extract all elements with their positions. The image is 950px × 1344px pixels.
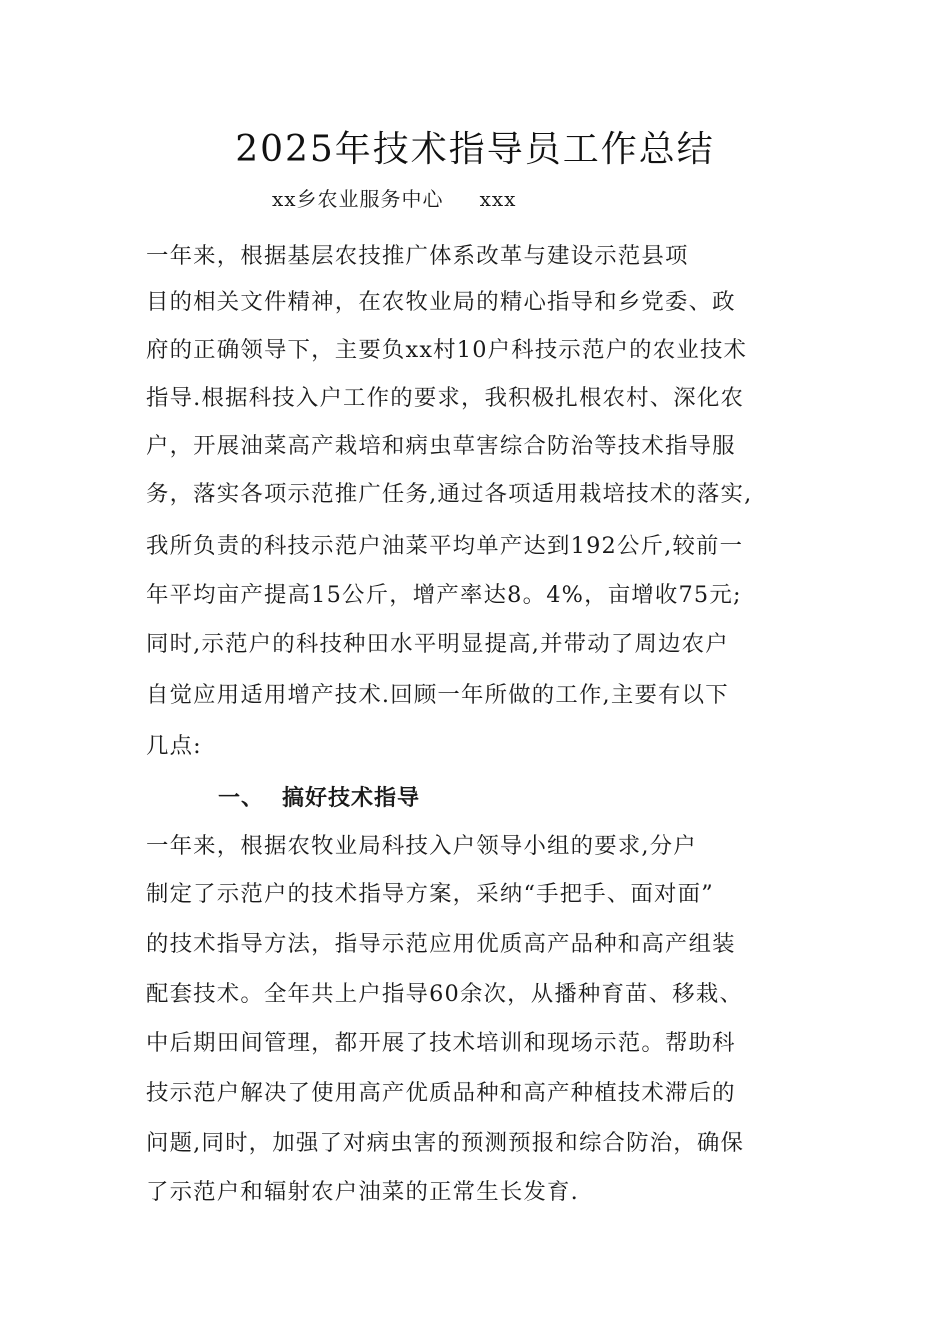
paragraph-2-line: 了示范户和辐射农户油菜的正常生长发育. (146, 1179, 579, 1205)
paragraph-2-line: 一年来，根据农牧业局科技入户领导小组的要求,分户 (146, 833, 697, 859)
section-heading (218, 783, 420, 815)
paragraph-1-line: 同时,示范户的科技种田水平明显提高,并带动了周边农户 (146, 631, 729, 657)
paragraph-1-line: 目的相关文件精神，在农牧业局的精心指导和乡党委、政 (146, 289, 736, 315)
paragraph-2-line: 技示范户解决了使用高产优质品种和高产种植技术滞后的 (146, 1080, 736, 1106)
section-title: 搞好技术指导 (282, 786, 421, 811)
paragraph-2-line: 的技术指导方法，指导示范应用优质高产品种和高产组装 (146, 931, 736, 957)
paragraph-1-line: 指导.根据科技入户工作的要求，我积极扎根农村、深化农 (146, 385, 745, 411)
paragraph-2-line: 配套技术。全年共上户指导60余次，从播种育苗、移栽、 (146, 981, 744, 1007)
paragraph-1-line: 一年来，根据基层农技推广体系改革与建设示范县项 (146, 243, 689, 269)
paragraph-2-line: 中后期田间管理，都开展了技术培训和现场示范。帮助科 (146, 1030, 736, 1056)
author-line (272, 184, 516, 214)
paragraph-1-line: 务，落实各项示范推广任务,通过各项适用栽培技术的落实, (146, 481, 753, 507)
paragraph-1-line: 户，开展油菜高产栽培和病虫草害综合防治等技术指导服 (146, 433, 736, 459)
paragraph-2-line: 问题,同时，加强了对病虫害的预测预报和综合防治，确保 (146, 1130, 745, 1156)
paragraph-1-line: 几点: (146, 733, 202, 759)
author-name: xxx (479, 187, 517, 211)
document-title: 2025年技术指导员工作总结 (235, 129, 715, 170)
paragraph-1-line: 自觉应用适用增产技术.回顾一年所做的工作,主要有以下 (146, 682, 729, 708)
section-number: 一、 (218, 786, 265, 811)
organization-name: xx乡农业服务中心 (272, 187, 444, 211)
paragraph-2-line: 制定了示范户的技术指导方案，采纳“手把手、面对面” (146, 881, 714, 907)
paragraph-1-line: 我所负责的科技示范户油菜平均单产达到192公斤,较前一 (146, 533, 744, 559)
paragraph-1-line: 府的正确领导下，主要负xx村10户科技示范户的农业技术 (146, 337, 748, 363)
paragraph-1-line: 年平均亩产提高15公斤，增产率达8。4%，亩增收75元; (146, 582, 742, 608)
